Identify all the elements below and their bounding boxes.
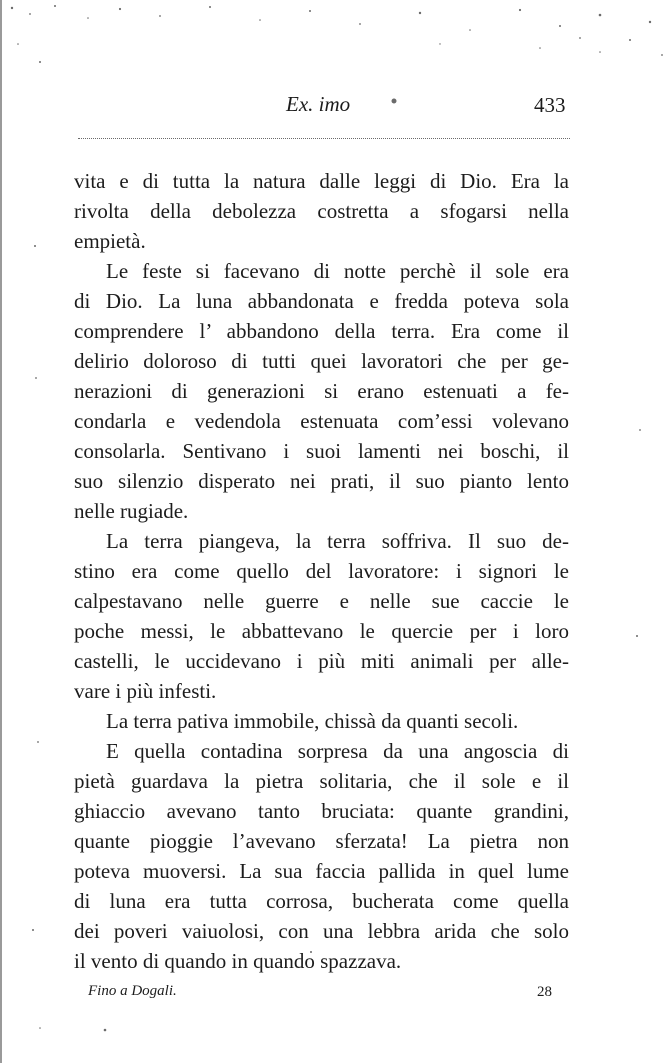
running-title: Ex. imo xyxy=(286,92,351,116)
text-line: dei poveri vaiuolosi, con una lebbra arida che solo xyxy=(74,919,569,943)
text-line: pietà guardava la pietra solitaria, che il sole e il xyxy=(74,769,569,793)
text-line: Le feste si facevano di notte perchè il sole era xyxy=(106,259,569,283)
text-line: nelle rugiade. xyxy=(74,499,189,523)
paragraph xyxy=(74,736,569,976)
text-line: La terra pativa immobile, chissà da quanti secoli. xyxy=(106,709,519,733)
text-line: stino era come quello del lavoratore: i signori le xyxy=(74,559,569,583)
text-line: calpestavano nelle guerre e nelle sue caccie le xyxy=(74,589,569,613)
paragraph xyxy=(74,526,569,706)
text-line: ghiaccio avevano tanto bruciata: quante grandini, xyxy=(74,799,569,823)
text-line: vita e di tutta la natura dalle leggi di Dio. Era la xyxy=(74,169,569,193)
text-line: quante pioggie l’avevano sferzata! La pietra non xyxy=(74,829,569,853)
running-head xyxy=(0,92,672,122)
sheet-number: 28 xyxy=(537,984,552,1000)
text-line: poteva muoversi. La sua faccia pallida in quel lume xyxy=(74,859,569,883)
text-line: E quella contadina sorpresa da una angoscia di xyxy=(106,739,569,763)
paragraph xyxy=(74,256,569,526)
text-line: suo silenzio disperato nei prati, il suo pianto lento xyxy=(74,469,569,493)
text-line: di luna era tutta corrosa, bucherata come quella xyxy=(74,889,569,913)
text-line: il vento di quando in quando spazzava. xyxy=(74,949,402,973)
text-line: nerazioni di generazioni si erano estenuati a fe- xyxy=(74,379,569,403)
text-line: empietà. xyxy=(74,229,146,253)
body-text xyxy=(74,166,569,976)
text-line: delirio doloroso di tutti quei lavoratori che per ge- xyxy=(74,349,569,373)
text-line: rivolta della debolezza costretta a sfogarsi nella xyxy=(74,199,569,223)
page-number: 433 xyxy=(534,93,566,117)
paragraph xyxy=(74,166,569,256)
text-line: consolarla. Sentivano i suoi lamenti nei boschi, il xyxy=(74,439,569,463)
header-rule xyxy=(78,138,570,139)
text-line: condarla e vedendola estenuata com’essi volevano xyxy=(74,409,569,433)
text-line: di Dio. La luna abbandonata e fredda poteva sola xyxy=(74,289,569,313)
text-line: poche messi, le abbattevano le quercie per i loro xyxy=(74,619,569,643)
text-line: castelli, le uccidevano i più miti animali per alle- xyxy=(74,649,569,673)
paragraph xyxy=(74,706,569,736)
text-line: vare i più infesti. xyxy=(74,679,217,703)
text-line: La terra piangeva, la terra soffriva. Il suo de- xyxy=(106,529,569,553)
page-footer xyxy=(0,983,672,1007)
signature-mark: Fino a Dogali. xyxy=(88,983,177,999)
text-line: comprendere l’ abbandono della terra. Era come il xyxy=(74,319,569,343)
